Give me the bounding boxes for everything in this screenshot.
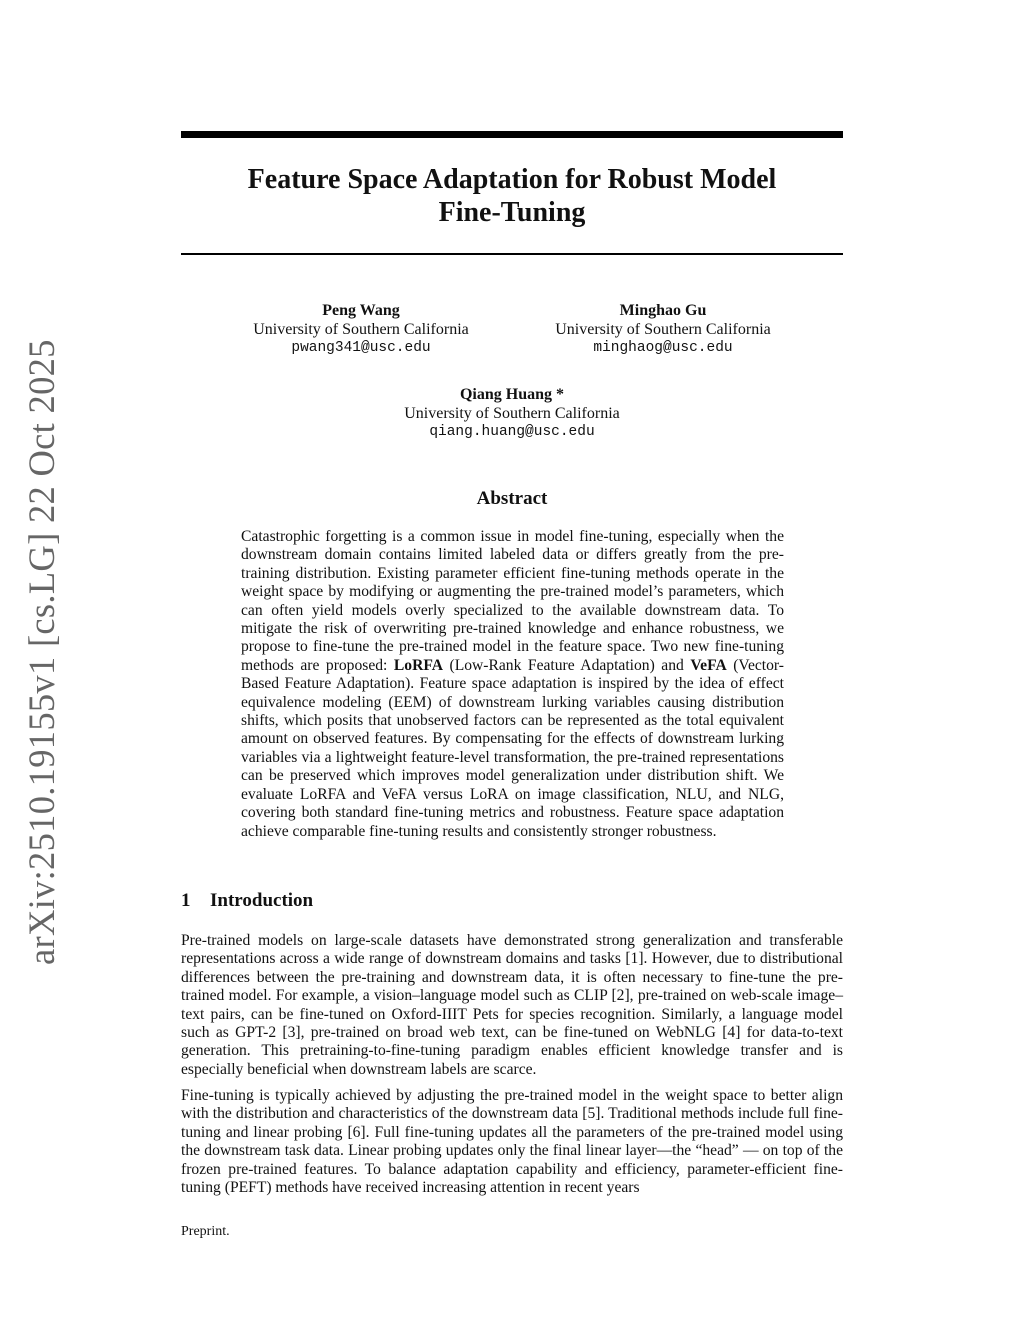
arxiv-identifier: arXiv:2510.19155v1 [cs.LG] 22 Oct 2025 (21, 339, 62, 965)
author-name: Minghao Gu (619, 302, 707, 319)
title-line-2: Fine-Tuning (438, 197, 586, 228)
abstract-part-1: Catastrophic forgetting is a common issue in model fine-tuning, especially when the downstream domain contains limited labeled data or differs greatly from the pre-training distribution. Existing parameter efficient fine-tuning methods operate in the weight space by modifying or augmenting the pre-trained model’s parameters, which can often yield models overly specialized to the available downstream data. To mitigate the risk of overwriting pre-trained knowledge and enhance robustness, we propose to fine-tune the pre-trained model in the feature space. Two new fine-tuning methods are proposed: (241, 528, 784, 674)
vefa-term: VeFA (690, 656, 727, 674)
title-line-1: Feature Space Adaptation for Robust Model (247, 164, 777, 195)
paper-title (181, 163, 843, 229)
abstract-part-3: (Vector-Based Feature Adaptation). Feature space adaptation is inspired by the idea of effect equivalence modeling (EEM) of downstream lurking variables causing distribution shifts, which posits that unobserved factors can be represented as the total equivalent amount on observed features. By compensating for the effects of downstream lurking variables via a lightweight feature-level transformation, the pre-trained representations can be preserved which improves model generalization under distribution shift. We evaluate LoRFA and VeFA versus LoRA on image classification, NLU, and NLG, covering both standard fine-tuning metrics and robustness. Feature space adaptation achieve comparable fine-tuning results and consistently stronger robustness. (241, 656, 784, 840)
author-name: Qiang Huang * (459, 386, 565, 403)
lorfa-term: LoRFA (393, 656, 443, 674)
author-name: Peng Wang (322, 302, 400, 319)
title-rule-top (181, 131, 843, 138)
author-affiliation: University of Southern California (404, 405, 620, 422)
author-block-3 (362, 385, 662, 442)
abstract-heading: Abstract (476, 488, 548, 509)
author-email[interactable]: minghaog@usc.edu (593, 340, 733, 356)
author-email[interactable]: pwang341@usc.edu (291, 340, 431, 356)
intro-paragraph-1: Pre-trained models on large-scale datasets have demonstrated strong generalization and transferable representations across a wide range of downstream domains and tasks [1]. However, due to distributional differences between the pre-training and downstream data, it is often necessary to fine-tune the pre-trained model. For example, a vision–language model such as CLIP [2], pre-trained on web-scale image–text pairs, can be fine-tuned on Oxford-IIIT Pets for species recognition. Similarly, a language model such as GPT-2 [3], pre-trained on broad web text, can be fine-tuned on WebNLG [4] for data-to-text generation. This pretraining-to-fine-tuning paradigm enables efficient knowledge transfer and is especially beneficial when downstream labels are scarce. (181, 932, 843, 1078)
author-email[interactable]: qiang.huang@usc.edu (429, 424, 595, 440)
abstract-text (241, 528, 784, 841)
section-title: Introduction (210, 890, 314, 911)
title-rule-bottom (181, 253, 843, 255)
intro-paragraph-2: Fine-tuning is typically achieved by adjusting the pre-trained model in the weight space to better align with the distribution and characteristics of the downstream data [5]. Traditional methods include full fine-tuning and linear probing [6]. Full fine-tuning updates all the parameters of the pre-trained model using the downstream task data. Linear probing updates only the final linear layer—the “head” — on top of the frozen pre-trained features. To balance adaptation capability and efficiency, parameter-efficient fine-tuning (PEFT) methods have received increasing attention in recent years (181, 1087, 843, 1197)
author-affiliation: University of Southern California (253, 321, 469, 338)
section-number: 1 (181, 890, 191, 911)
author-affiliation: University of Southern California (555, 321, 771, 338)
abstract-part-2: (Low-Rank Feature Adaptation) and (443, 656, 691, 674)
footer-note: Preprint. (181, 1224, 230, 1239)
author-block-2 (513, 301, 813, 358)
section-heading-introduction (181, 889, 313, 913)
author-block-1 (211, 301, 511, 358)
